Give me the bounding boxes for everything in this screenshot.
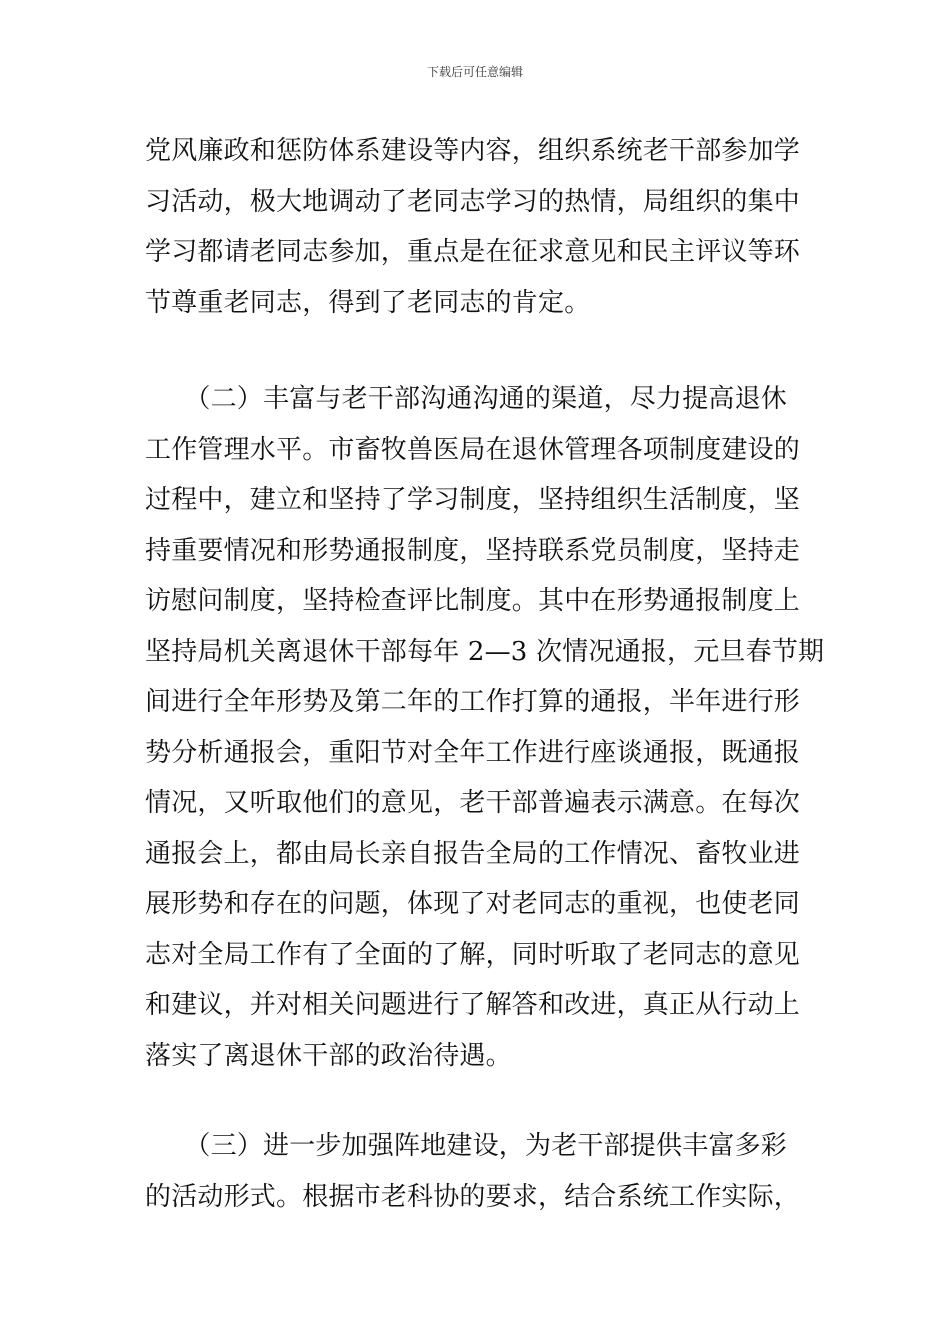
paragraph-1 xyxy=(145,126,810,328)
text-line: （二）丰富与老干部沟通沟通的渠道，尽力提高退休 xyxy=(145,384,788,414)
text-line: 志对全局工作有了全面的了解，同时听取了老同志的意见 xyxy=(145,939,801,970)
text-line: 展形势和存在的问题，体现了对老同志的重视，也使老同 xyxy=(145,889,801,919)
text-line: 的活动形式。根据市老科协的要求，结合系统工作实际， xyxy=(145,1181,801,1212)
text-line: 间进行全年形势及第二年的工作打算的通报，半年进行形 xyxy=(145,687,801,717)
text-line: 坚持局机关离退休干部每年 2—3 次情况通报，元旦春节期 xyxy=(145,636,825,667)
text-line: 工作管理水平。市畜牧兽医局在退休管理各项制度建设的 xyxy=(145,434,801,465)
text-line: 和建议，并对相关问题进行了解答和改进，真正从行动上 xyxy=(145,990,801,1020)
text-line: 势分析通报会，重阳节对全年工作进行座谈通报，既通报 xyxy=(145,737,801,768)
text-line: 访慰问制度，坚持检查评比制度。其中在形势通报制度上 xyxy=(145,586,801,616)
paragraph-3 xyxy=(145,1121,810,1222)
text-line: （三）进一步加强阵地建设，为老干部提供丰富多彩 xyxy=(145,1131,788,1161)
text-line: 学习都请老同志参加，重点是在征求意见和民主评议等环 xyxy=(145,237,801,267)
text-line: 党风廉政和惩防体系建设等内容，组织系统老干部参加学 xyxy=(145,136,801,166)
text-line: 过程中，建立和坚持了学习制度，坚持组织生活制度，坚 xyxy=(145,485,801,515)
text-line: 节尊重老同志，得到了老同志的肯定。 xyxy=(145,287,591,318)
text-line: 情况，又听取他们的意见，老干部普遍表示满意。在每次 xyxy=(145,788,801,818)
text-line: 习活动，极大地调动了老同志学习的热情，局组织的集中 xyxy=(145,186,801,217)
text-line: 落实了离退休干部的政治待遇。 xyxy=(145,1040,512,1071)
page-header: 下载后可任意编辑 xyxy=(426,65,523,79)
paragraph-2 xyxy=(145,374,825,1081)
text-line: 通报会上，都由局长亲自报告全局的工作情况、畜牧业进 xyxy=(145,838,801,869)
text-line: 持重要情况和形势通报制度，坚持联系党员制度，坚持走 xyxy=(145,535,801,566)
